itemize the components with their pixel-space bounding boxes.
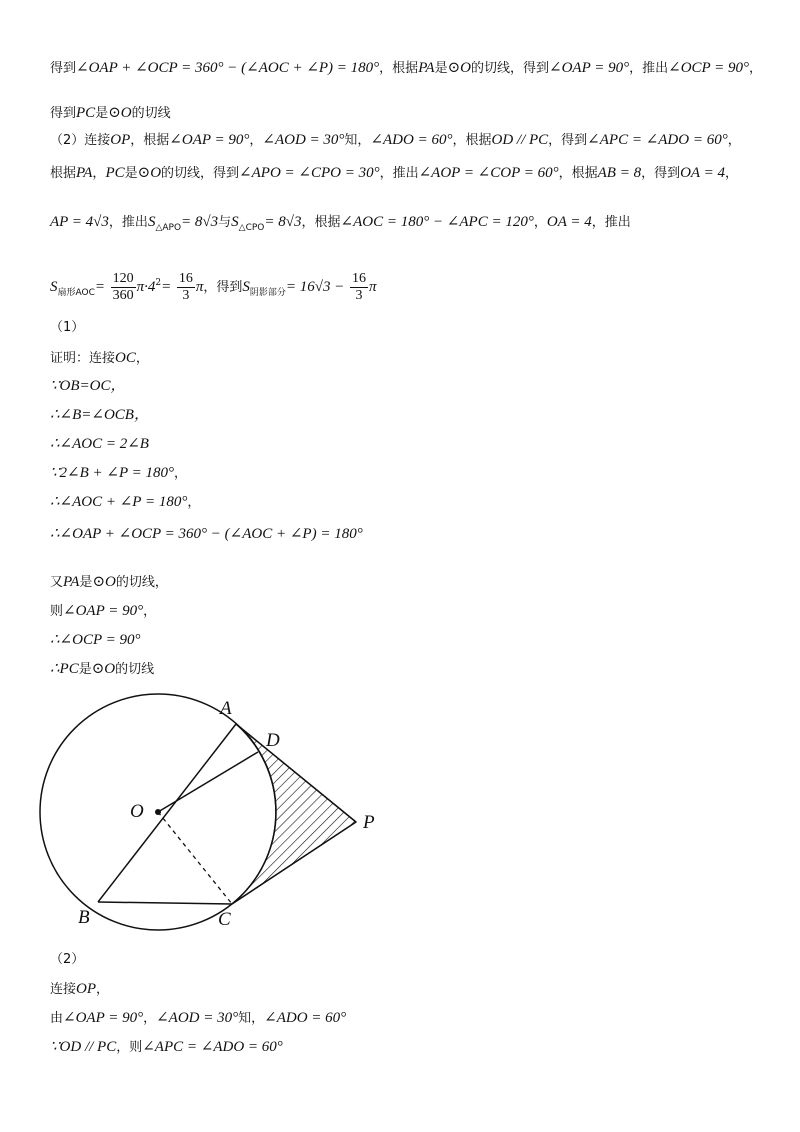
proof-line-7: ∴∠OAP + ∠OCP = 360° − (∠AOC + ∠P) = 180° — [50, 526, 363, 542]
fraction-16-3-b: $\frac{16}{3}$ — [351, 270, 366, 303]
part-2-heading: （2） — [50, 952, 85, 967]
label-b: B — [78, 907, 90, 928]
label-c: C — [218, 909, 231, 930]
proof-line-6: ∴∠AOC + ∠P = 180°， — [50, 494, 201, 510]
proof-line-9: 则∠OAP = 90°， — [50, 603, 157, 619]
geometry-figure — [30, 690, 400, 935]
segment-bc — [98, 902, 232, 904]
proof-line-2: ∵OB=OC， — [50, 378, 126, 394]
proof-line-8: 又PA是⊙O的切线， — [50, 574, 168, 590]
fraction-120-360: $\frac{120}{360}$ — [112, 270, 134, 303]
solution-line-6: $S_{扇形AOC}=$ $\frac{120}{360}$ $\pi\cdot 4^2=$ $\frac{16}{3}$ π，得到$S_{阴影部分}= 16√3$ − $\frac{16}{3}$ π — [50, 270, 377, 303]
part-2-line-3: ∵OD // PC，则∠APC = ∠ADO = 60° — [50, 1039, 283, 1055]
solution-line-3: （2）连接OP，根据∠OAP = 90°，∠AOD = 30°知，∠ADO = 60°，根据OD // PC，得到∠APC = ∠ADO = 60°， — [50, 132, 741, 148]
center-point — [155, 809, 161, 815]
proof-line-4: ∴∠AOC = 2∠B — [50, 436, 149, 452]
label-p: P — [363, 812, 375, 833]
solution-line-4: 根据PA，PC是⊙O的切线，得到∠APO = ∠CPO = 30°，推出∠AOP = ∠COP = 60°，根据AB = 8，得到OA = 4， — [50, 165, 738, 181]
solution-line-1: 得到∠OAP + ∠OCP = 360° − (∠AOC + ∠P) = 180°，根据PA是⊙O的切线，得到∠OAP = 90°，推出∠OCP = 90°， — [50, 60, 763, 76]
fraction-16-3: $\frac{16}{3}$ — [178, 270, 193, 303]
proof-line-11: ∴PC是⊙O的切线 — [50, 661, 155, 677]
proof-line-5: ∵2∠B + ∠P = 180°， — [50, 465, 187, 481]
solution-line-2: 得到PC是⊙O的切线 — [50, 105, 171, 121]
label-a: A — [220, 698, 232, 719]
solution-line-5: AP = 4√3，推出$S_{\triangle APO}= 8√3$与$S_{\triangle CPO}= 8√3$，根据∠AOC = 180° − ∠APC = 120°，OA = 4，推出 — [50, 214, 631, 233]
label-o: O — [130, 801, 144, 822]
part-1-heading: （1） — [50, 320, 85, 335]
segment-ab — [98, 724, 236, 902]
segment-oc-dashed — [158, 812, 232, 904]
part-2-line-1: 连接OP， — [50, 981, 110, 997]
label-d: D — [266, 730, 280, 751]
proof-line-1: 证明：连接OC， — [50, 350, 149, 366]
proof-line-3: ∴∠B=∠OCB， — [50, 407, 149, 423]
proof-line-10: ∴∠OCP = 90° — [50, 632, 141, 648]
shaded-region — [232, 724, 356, 904]
part-2-line-2: 由∠OAP = 90°，∠AOD = 30°知，∠ADO = 60° — [50, 1010, 347, 1026]
